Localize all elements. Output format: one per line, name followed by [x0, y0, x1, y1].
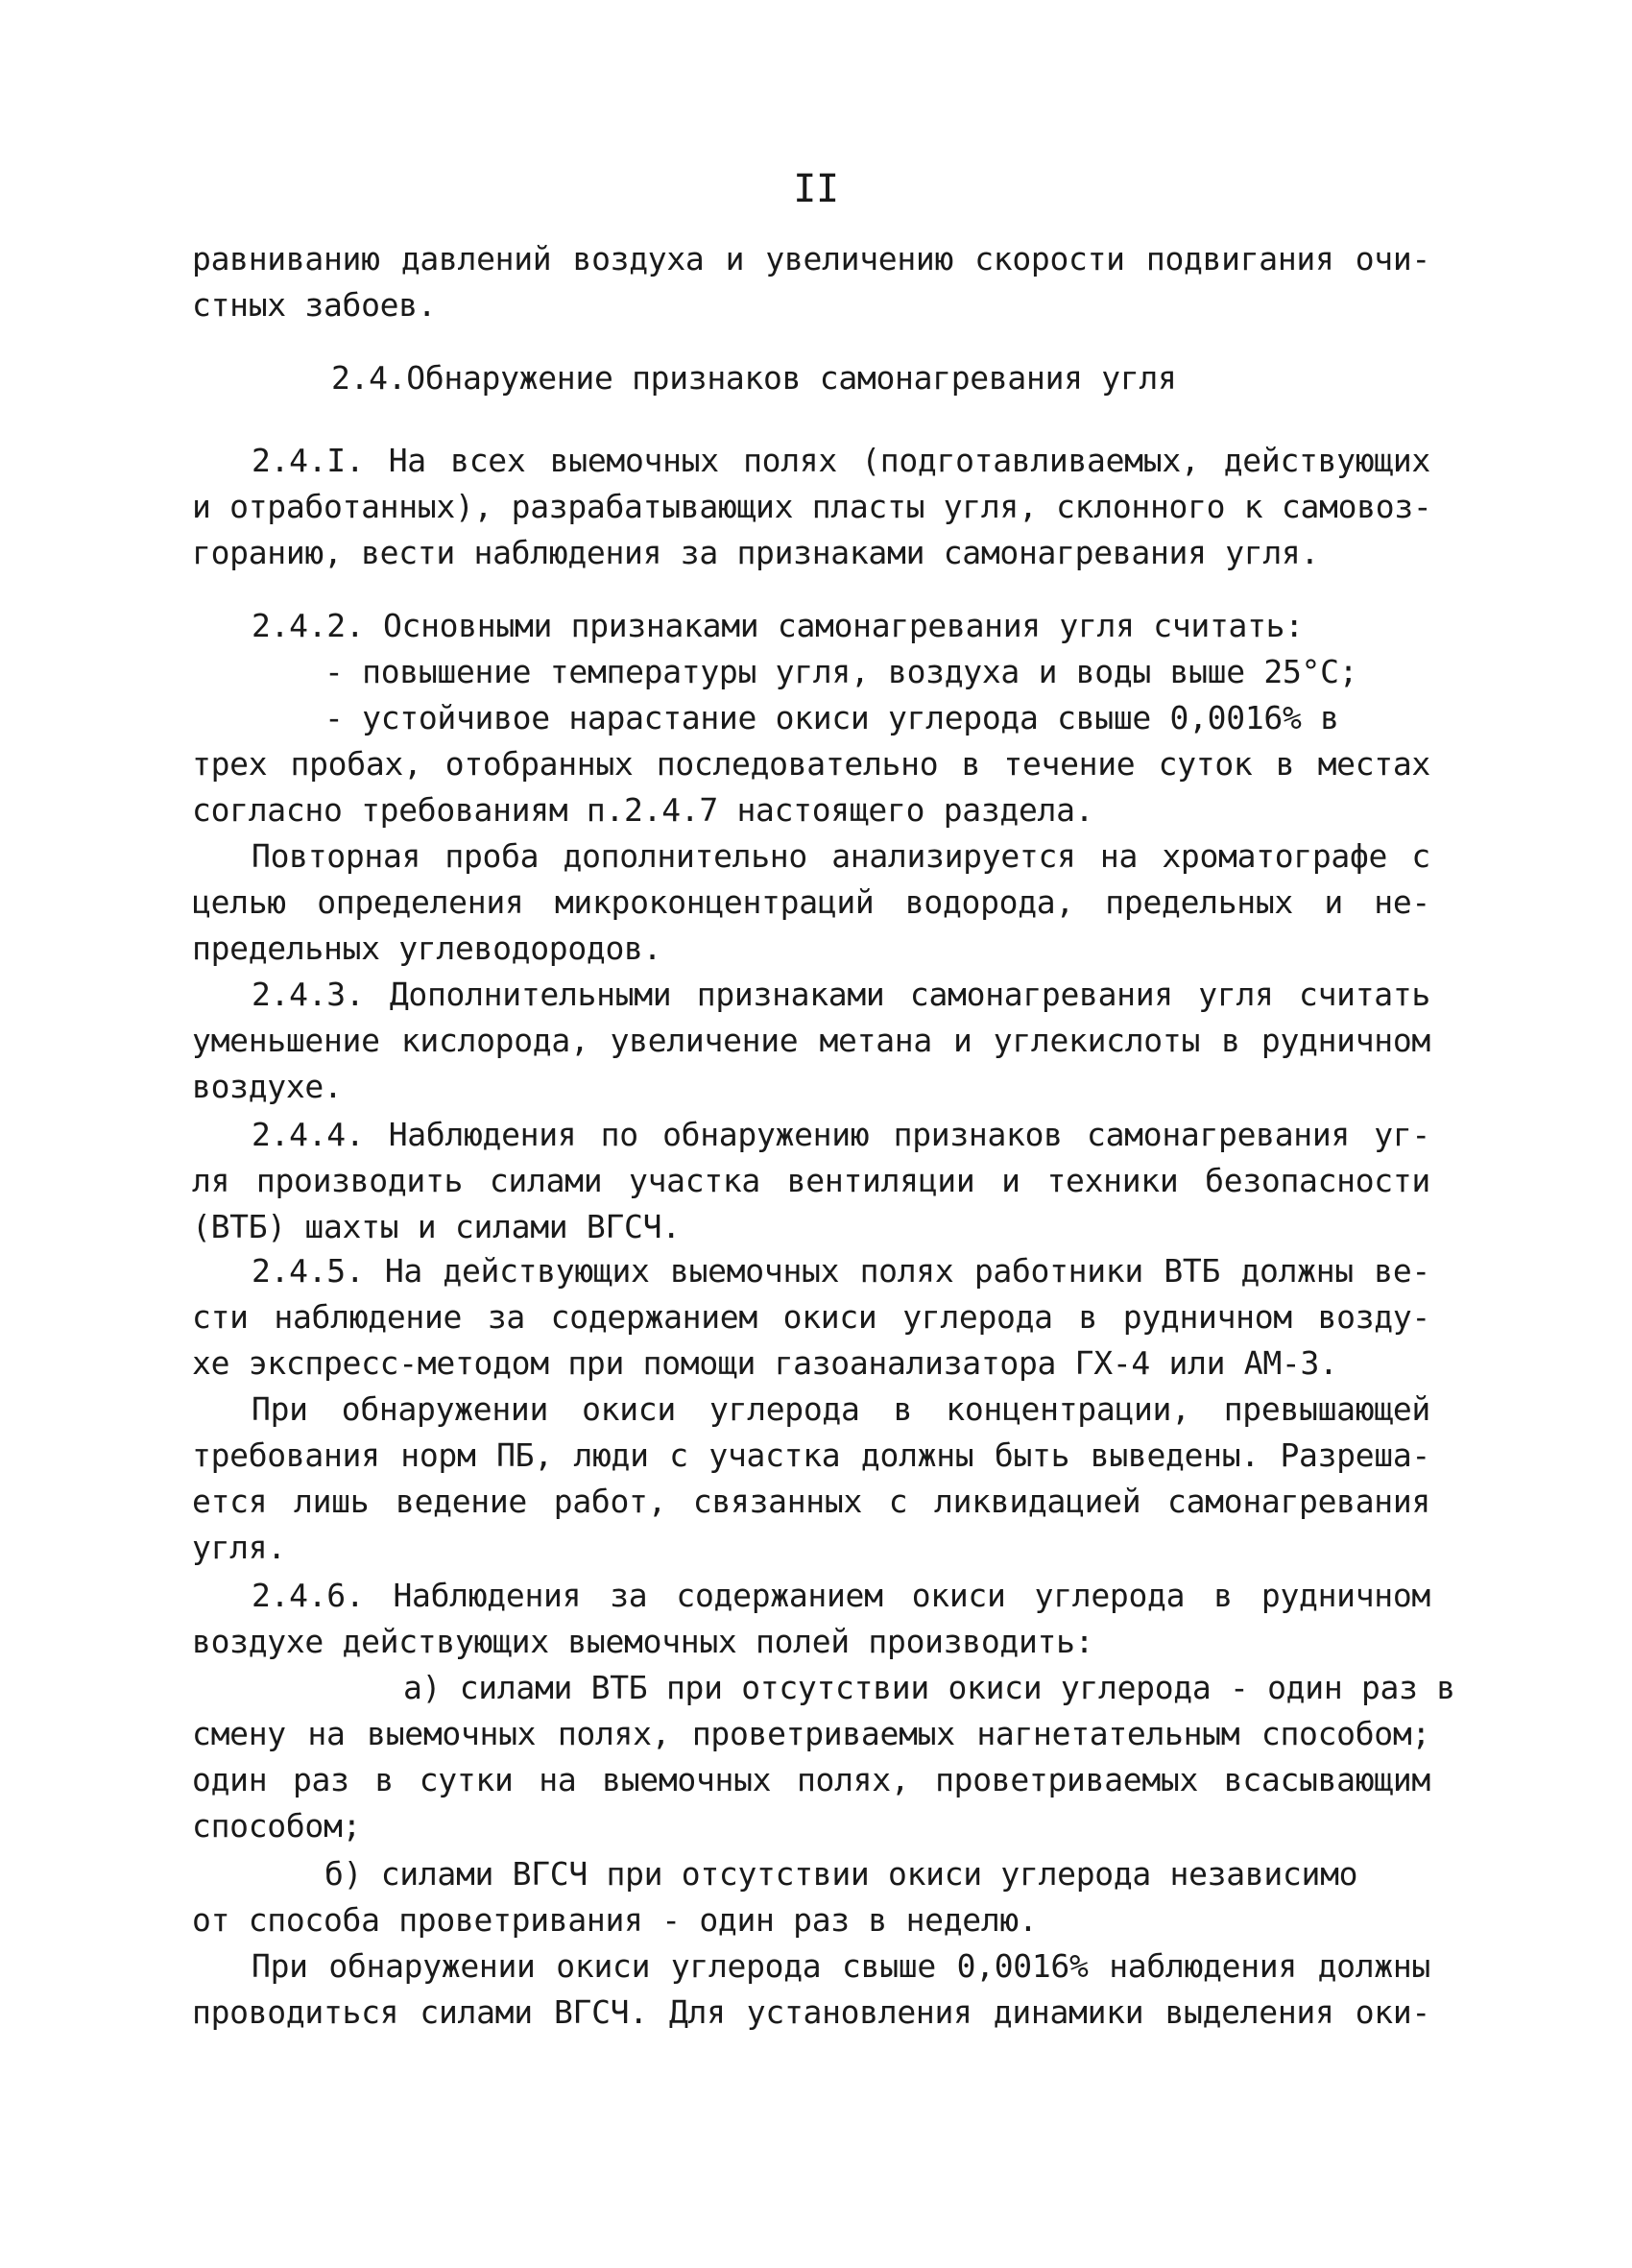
text-line: ется лишь ведение работ, связанных с ликвидацией самонагревания — [192, 1483, 1430, 1520]
list-item: - устойчивое нарастание окиси углерода свыше 0,0016% в — [324, 699, 1339, 736]
text-line: При обнаружении окиси углерода в концентрации, превышающей — [252, 1390, 1430, 1428]
text-line: 2.4.2. Основными признаками самонагревания угля считать: — [252, 607, 1304, 644]
section-heading: 2.4.Обнаружение признаков самонагревания угля — [331, 359, 1177, 397]
list-item: а) силами ВТБ при отсутствии окиси углерода - один раз в — [403, 1669, 1455, 1706]
text-line: воздухе действующих выемочных полей производить: — [192, 1623, 1094, 1660]
text-line: уменьшение кислорода, увеличение метана и углекислоты в рудничном — [192, 1022, 1430, 1059]
list-item: - повышение температуры угля, воздуха и воды выше 25°С; — [324, 653, 1358, 690]
text-line: и отработанных), разрабатывающих пласты угля, склонного к самовоз- — [192, 488, 1432, 525]
text-line: предельных углеводородов. — [192, 929, 662, 967]
text-line: 2.4.5. На действующих выемочных полях работники ВТБ должны ве- — [252, 1252, 1430, 1290]
text-line: Повторная проба дополнительно анализируется на хроматографе с — [252, 837, 1430, 875]
page-number: II — [793, 167, 839, 211]
text-line: требования норм ПБ, люди с участка должны быть выведены. Разреша- — [192, 1436, 1430, 1474]
text-line: (ВТБ) шахты и силами ВГСЧ. — [192, 1208, 681, 1245]
text-line: 2.4.3. Дополнительными признаками самонагревания угля считать — [252, 976, 1430, 1013]
text-line: хе экспресс-методом при помощи газоанализатора ГХ-4 или АМ-3. — [192, 1344, 1338, 1382]
text-line: ля производить силами участка вентиляции и техники безопасности — [192, 1162, 1430, 1199]
text-line: равниванию давлений воздуха и увеличению скорости подвигания очи- — [192, 240, 1430, 277]
text-line: При обнаружении окиси углерода свыше 0,0016% наблюдения должны — [252, 1947, 1430, 1985]
text-line: воздухе. — [192, 1068, 343, 1105]
list-item: б) силами ВГСЧ при отсутствии окиси углерода независимо — [324, 1855, 1358, 1893]
text-line: от способа проветривания - один раз в неделю. — [192, 1901, 1038, 1939]
text-line: 2.4.I. На всех выемочных полях (подготавливаемых, действующих — [252, 442, 1430, 479]
text-line: 2.4.4. Наблюдения по обнаружению признаков самонагревания уг- — [252, 1116, 1430, 1153]
text-line: угля. — [192, 1529, 286, 1566]
text-line: проводиться силами ВГСЧ. Для установления динамики выделения оки- — [192, 1993, 1430, 2031]
text-line: способом; — [192, 1807, 362, 1845]
text-line: 2.4.6. Наблюдения за содержанием окиси углерода в рудничном — [252, 1577, 1430, 1614]
text-line: трех пробах, отобранных последовательно в течение суток в местах — [192, 745, 1430, 783]
text-line: целью определения микроконцентраций водорода, предельных и не- — [192, 883, 1430, 921]
text-line: смену на выемочных полях, проветриваемых нагнетательным способом; — [192, 1715, 1430, 1752]
text-line: сти наблюдение за содержанием окиси углерода в рудничном возду- — [192, 1298, 1430, 1336]
text-line: горанию, вести наблюдения за признаками самонагревания угля. — [192, 534, 1320, 571]
text-line: согласно требованиям п.2.4.7 настоящего раздела. — [192, 791, 1094, 829]
text-line: стных забоев. — [192, 286, 437, 324]
text-line: один раз в сутки на выемочных полях, проветриваемых всасывающим — [192, 1761, 1430, 1798]
